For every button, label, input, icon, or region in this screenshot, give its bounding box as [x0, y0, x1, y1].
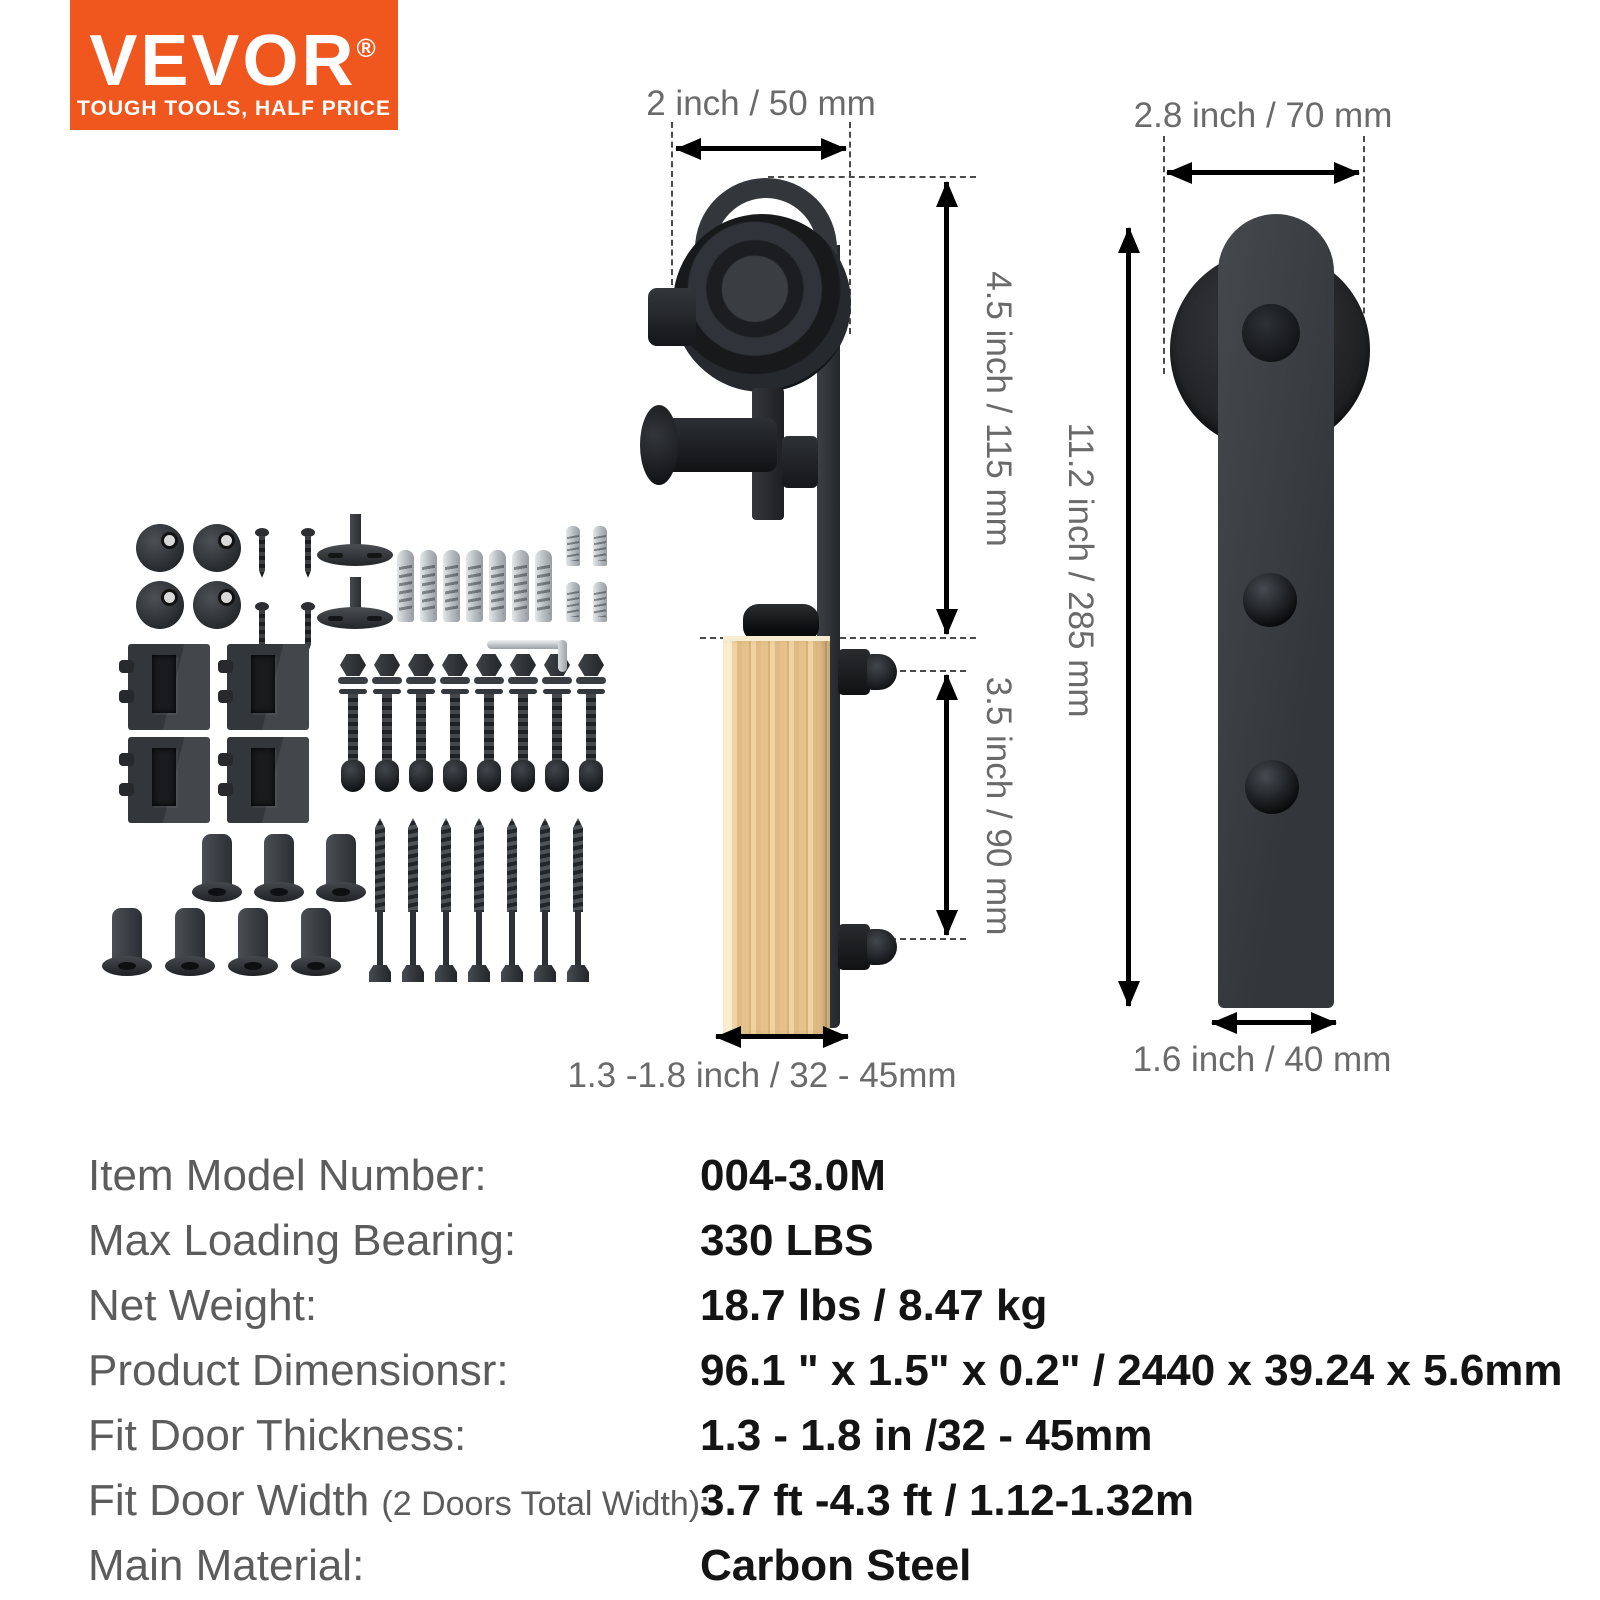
- spacer-icon: [192, 834, 242, 902]
- hex-bolt-icon: [542, 654, 572, 796]
- floor-guide-disc-icon: [193, 524, 241, 572]
- hex-bolts: [338, 654, 606, 796]
- spec-label: Fit Door Thickness:: [88, 1410, 467, 1460]
- wall-anchors: [397, 550, 552, 622]
- spacer-icon: [291, 908, 341, 976]
- small-wall-anchor-icon: [593, 582, 607, 622]
- hex-bolt-icon: [338, 654, 368, 796]
- strap-bolt-upper: [1243, 573, 1297, 627]
- spec-row-model: [88, 1143, 1558, 1208]
- door-stop-icon: [128, 737, 210, 823]
- dim-arrow-upper-height: [944, 182, 949, 634]
- lag-screw-icon: [401, 818, 425, 982]
- spec-row-dimensions: [88, 1338, 1563, 1403]
- small-screws: [254, 528, 316, 652]
- spec-row-load: [88, 1208, 1558, 1273]
- dim-door-thickness: 1.3 -1.8 inch / 32 - 45mm: [567, 1056, 957, 1095]
- dim-side-width: 2 inch / 50 mm: [646, 84, 876, 123]
- hex-bolt-icon: [576, 654, 606, 796]
- wall-anchor-icon: [420, 550, 437, 622]
- wall-anchor-icon: [466, 550, 483, 622]
- spec-value: 1.3 - 1.8 in /32 - 45mm: [700, 1410, 1153, 1460]
- spacers-row-bottom: [102, 908, 341, 976]
- wall-anchor-icon: [443, 550, 460, 622]
- dim-arrow-lower-height: [944, 675, 949, 935]
- dim-upper-height: 4.5 inch / 115 mm: [979, 271, 1018, 547]
- floor-guide-disc-icon: [136, 581, 184, 629]
- floor-guide-disc-icon: [193, 581, 241, 629]
- wall-anchor-icon: [397, 550, 414, 622]
- spec-label-note: (2 Doors Total Width):: [381, 1484, 710, 1523]
- lag-screw-icon: [368, 818, 392, 982]
- spec-label: Max Loading Bearing:: [88, 1215, 517, 1265]
- spec-value: 3.7 ft -4.3 ft / 1.12-1.32m: [700, 1475, 1194, 1525]
- hex-bolt-icon: [372, 654, 402, 796]
- spec-label: Main Material:: [88, 1540, 365, 1590]
- lag-screw-icon: [467, 818, 491, 982]
- dim-arrow-strap-width: [1212, 1020, 1336, 1025]
- dim-strap-width: 1.6 inch / 40 mm: [1132, 1040, 1392, 1079]
- spec-value: 004-3.0M: [700, 1150, 886, 1200]
- door-stops: [128, 644, 309, 823]
- dome-nut-upper: [838, 646, 900, 698]
- hex-bolt-icon: [406, 654, 436, 796]
- anti-jump-pin-cap: [640, 405, 678, 485]
- spec-value: 18.7 lbs / 8.47 kg: [700, 1280, 1048, 1330]
- brand-tagline: TOUGH TOOLS, HALF PRICE: [77, 97, 391, 120]
- floor-guide-discs: [136, 524, 241, 629]
- spacer-icon: [316, 834, 366, 902]
- axle-nut: [648, 288, 696, 346]
- wood-door-edge: [723, 636, 830, 1038]
- spec-value: 330 LBS: [700, 1215, 874, 1265]
- small-screw-icon: [300, 528, 316, 578]
- dim-arrow-front-width: [1167, 170, 1359, 175]
- lag-screw-icon: [533, 818, 557, 982]
- spec-row-material: [88, 1533, 1558, 1598]
- dim-arrow-side-width: [676, 146, 846, 151]
- hex-bolt-icon: [440, 654, 470, 796]
- vevor-logo: [70, 0, 398, 130]
- lag-screws: [368, 818, 590, 982]
- door-stop-icon: [227, 644, 309, 730]
- spec-value: Carbon Steel: [700, 1540, 972, 1590]
- spec-table: [88, 1143, 1563, 1598]
- spec-label: Net Weight:: [88, 1280, 318, 1330]
- dim-arrow-door-thickness: [716, 1034, 848, 1039]
- small-wall-anchor-icon: [566, 582, 580, 622]
- lag-screw-icon: [566, 818, 590, 982]
- allen-wrench-icon: [487, 640, 567, 672]
- hex-bolt-icon: [508, 654, 538, 796]
- spec-label: Fit Door Width (2 Doors Total Width):: [88, 1475, 710, 1525]
- spec-value: 96.1 " x 1.5" x 0.2" / 2440 x 39.24 x 5.6mm: [700, 1345, 1563, 1395]
- spacer-icon: [228, 908, 278, 976]
- small-wall-anchor-icon: [566, 526, 580, 566]
- spec-label: Item Model Number:: [88, 1150, 487, 1200]
- spec-row-weight: [88, 1273, 1558, 1338]
- wheel-hub-bolt: [1242, 304, 1300, 362]
- anti-jump-nut: [782, 436, 818, 488]
- lag-screw-icon: [434, 818, 458, 982]
- dim-arrow-front-height: [1126, 228, 1131, 1006]
- spec-label: Product Dimensionsr:: [88, 1345, 509, 1395]
- dim-dash-line: [768, 176, 976, 178]
- small-screw-icon: [254, 528, 270, 578]
- spacers-row-top: [192, 834, 366, 902]
- spacer-icon: [254, 834, 304, 902]
- dim-front-width: 2.8 inch / 70 mm: [1133, 96, 1393, 135]
- door-stop-icon: [227, 737, 309, 823]
- dim-lower-height: 3.5 inch / 90 mm: [979, 676, 1018, 936]
- registered-mark-icon: ®: [356, 33, 379, 63]
- spacer-icon: [165, 908, 215, 976]
- wall-anchor-icon: [535, 550, 552, 622]
- t-floor-guide-icon: [317, 577, 393, 629]
- dim-dash-line: [1163, 136, 1165, 374]
- spec-row-door-width: [88, 1468, 1558, 1533]
- roller-wheel-side: [673, 214, 851, 392]
- spec-row-thickness: [88, 1403, 1558, 1468]
- hex-bolt-icon: [474, 654, 504, 796]
- strap-bolt-lower: [1245, 760, 1299, 814]
- wall-anchor-icon: [512, 550, 529, 622]
- t-floor-guides: [317, 514, 393, 640]
- small-wall-anchor-icon: [593, 526, 607, 566]
- spacer-icon: [102, 908, 152, 976]
- dim-front-height: 11.2 inch / 285 mm: [1061, 422, 1100, 718]
- dome-nut-lower: [838, 921, 900, 973]
- small-wall-anchors: [566, 526, 607, 622]
- t-floor-guide-icon: [317, 514, 393, 566]
- door-stop-icon: [128, 644, 210, 730]
- brand-name: VEVOR®: [89, 21, 379, 101]
- wall-anchor-icon: [489, 550, 506, 622]
- floor-guide-disc-icon: [136, 524, 184, 572]
- lag-screw-icon: [500, 818, 524, 982]
